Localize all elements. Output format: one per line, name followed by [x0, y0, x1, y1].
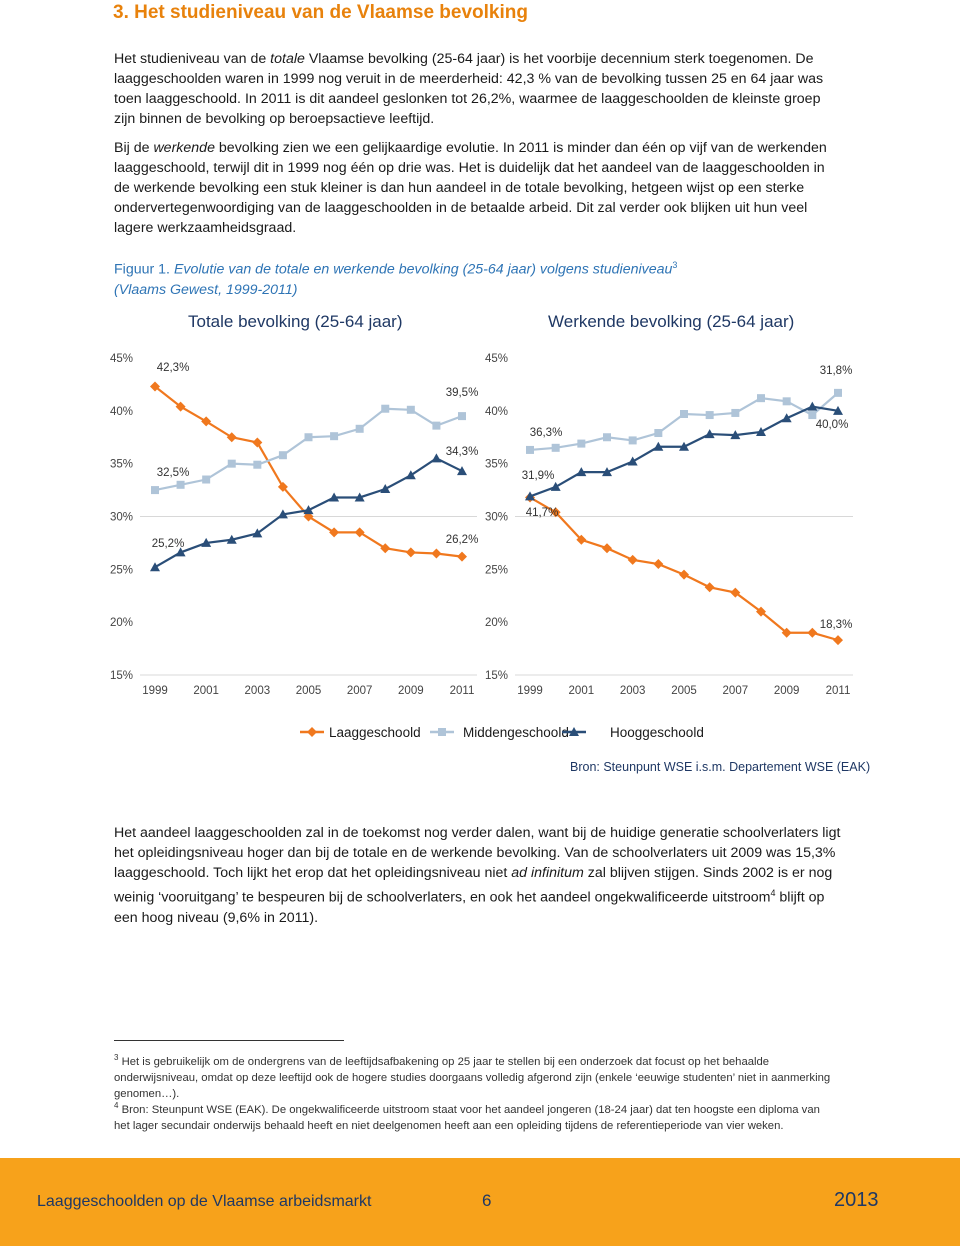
legend-label-midden: Middengeschoold: [463, 725, 569, 740]
x-tick-label: 1999: [517, 685, 543, 697]
data-point-laag: [833, 635, 843, 645]
data-point-midden: [356, 425, 364, 433]
data-label: 31,8%: [819, 365, 853, 377]
para3-emphasis: ad infinitum: [511, 865, 584, 881]
data-point-midden: [305, 433, 313, 441]
data-point-midden: [680, 410, 688, 418]
y-tick-label: 15%: [484, 670, 508, 682]
footnote-3: [114, 1050, 834, 1102]
data-point-laag: [406, 547, 416, 557]
data-point-hoog: [628, 457, 638, 466]
data-label: 41,7%: [525, 507, 559, 519]
data-point-midden: [151, 486, 159, 494]
para3-text-c: blijft op een hoog niveau (9,6% in 2011).: [114, 889, 825, 926]
data-point-midden: [279, 451, 287, 459]
series-line-midden: [155, 409, 462, 490]
x-tick-label: 2011: [825, 685, 851, 697]
data-point-midden: [228, 460, 236, 468]
x-tick-label: 2001: [568, 685, 595, 697]
data-point-laag: [201, 416, 211, 426]
data-point-midden: [731, 409, 739, 417]
y-tick-label: 25%: [109, 564, 133, 577]
data-label: 26,2%: [445, 534, 479, 546]
para3-text-a: Het aandeel laaggeschoolden zal in de toekomst nog verder dalen, want bij de huidige generatie schoolverlaters ligt het opleidingsniveau hoger dan bij de totale en de werkende bevolking. Van de schoolverlaters uit 2009 was 15,3% laaggeschoold. Toch lijkt het erop dat het opleidingsniveau niet: [114, 825, 841, 881]
data-point-hoog: [431, 453, 441, 462]
para1-emphasis: totale: [270, 51, 305, 67]
data-point-laag: [329, 527, 339, 537]
data-point-laag: [355, 527, 365, 537]
footer-year: 2013: [834, 1189, 879, 1211]
legend-label-hoog: Hooggeschoold: [610, 725, 704, 740]
para2-text-b: bevolking zien we een gelijkaardige evolutie. In 2011 is minder dan één op vijf van de werkenden laaggeschoold, terwijl dit in 1999 nog één op drie was. Het is duidelijk dat het aandeel van de laaggeschoolden in de werkende bevolking een stuk kleiner is dan hun aandeel in de totale bevolking, hetgeen wijst op een sterke ondervertegenwoordiging van de laaggeschoolden in de betaalde arbeid. Dit zal verder ook blijken uit hun veel lagere werkzaamheidsgraad.: [114, 140, 827, 236]
page-footer: [0, 1158, 960, 1246]
data-label: 32,5%: [156, 467, 190, 479]
data-point-hoog: [457, 466, 467, 475]
y-tick-label: 20%: [484, 617, 508, 630]
para2-emphasis: werkende: [153, 140, 215, 156]
x-tick-label: 2005: [295, 685, 322, 697]
legend-label-laag: Laaggeschoold: [329, 725, 421, 740]
data-point-midden: [783, 397, 791, 405]
data-point-laag: [227, 432, 237, 442]
figure-footnote-ref[interactable]: 3: [672, 260, 678, 270]
data-label: 36,3%: [529, 427, 563, 439]
x-tick-label: 2009: [398, 685, 424, 697]
data-point-midden: [757, 394, 765, 402]
data-label: 39,5%: [445, 387, 479, 399]
footnote-3-number: 3: [114, 1053, 119, 1062]
para1-text-a: Het studieniveau van de: [114, 51, 271, 67]
chart-source: Bron: Steunpunt WSE i.s.m. Departement WSE (EAK): [570, 760, 871, 774]
data-point-midden: [202, 476, 210, 484]
data-label: 42,3%: [156, 362, 190, 374]
chart-title-totale: Totale bevolking (25-64 jaar): [188, 312, 403, 331]
x-tick-label: 2005: [671, 685, 697, 697]
figure-caption-text: Evolutie van de totale en werkende bevolking (25-64 jaar) volgens studieniveau: [170, 261, 673, 278]
x-tick-label: 2001: [193, 685, 219, 697]
data-label: 34,3%: [445, 446, 479, 458]
data-point-midden: [654, 429, 662, 437]
footer-page-number: 6: [482, 1191, 492, 1210]
series-line-laag: [530, 497, 838, 640]
data-point-midden: [458, 412, 466, 420]
data-point-midden: [577, 440, 585, 448]
data-point-midden: [834, 389, 842, 397]
data-point-hoog: [551, 482, 561, 491]
x-tick-label: 1999: [142, 685, 168, 697]
footnote-4-text: Bron: Steunpunt WSE (EAK). De ongekwalificeerde uitstroom staat voor het aandeel jongeren (18-24 jaar) dat ten hoogste een diploma van het lager secundair onderwijs behaald heeft en niet deelgenomen heeft aan een opleiding tijdens de referentieperiode van vier weken.: [114, 1103, 820, 1132]
footnote-separator: [114, 1040, 344, 1041]
data-point-laag: [252, 438, 262, 448]
y-tick-label: 45%: [109, 353, 133, 365]
data-point-midden: [432, 422, 440, 430]
data-point-laag: [628, 555, 638, 565]
y-tick-label: 40%: [484, 405, 508, 418]
data-label: 25,2%: [151, 538, 185, 550]
data-point-midden: [381, 405, 389, 413]
data-point-midden: [330, 432, 338, 440]
figure-caption-subtitle: (Vlaams Gewest, 1999-2011): [114, 281, 298, 298]
data-point-laag: [457, 552, 467, 562]
y-tick-label: 30%: [109, 511, 133, 524]
data-point-laag: [380, 543, 390, 553]
data-point-midden: [603, 433, 611, 441]
data-point-hoog: [150, 562, 160, 571]
data-point-laag: [653, 559, 663, 569]
data-point-midden: [706, 411, 714, 419]
x-tick-label: 2009: [773, 685, 800, 697]
x-tick-label: 2007: [722, 685, 749, 697]
data-point-laag: [679, 570, 689, 580]
para3-text-b: zal blijven stijgen. Sinds 2002 is er nog weinig ‘vooruitgang’ te bespeuren bij de schoolverlaters, en ook het aandeel ongekwalificeerde uitstroom: [114, 865, 833, 906]
footer-title: Laaggeschoolden op de Vlaamse arbeidsmarkt: [37, 1193, 372, 1210]
y-tick-label: 20%: [109, 617, 133, 630]
footnote-ref-4[interactable]: 4: [770, 888, 776, 898]
legend-marker-midden: [438, 728, 446, 736]
y-tick-label: 45%: [484, 353, 508, 365]
series-line-hoog: [530, 407, 838, 497]
schoolleavers-paragraph: [114, 823, 844, 928]
chart-title-werkende: Werkende bevolking (25-64 jaar): [548, 312, 795, 331]
data-point-midden: [526, 446, 534, 454]
para1-text-b: Vlaamse bevolking (25-64 jaar) is het voorbije decennium sterk toegenomen. De laaggeschoolden waren in 1999 nog veruit in de meerderheid: 42,3 % van de bevolking tussen 25 en 64 jaar was toen laaggeschoold. In 2011 is dit aandeel geslonken tot 26,2%, waarmee de laaggeschoolden de kleinste groep zijn binnen de bevolking op beroepsactieve leeftijd.: [114, 51, 824, 127]
x-tick-label: 2007: [346, 685, 373, 697]
x-tick-label: 2003: [619, 685, 646, 697]
y-tick-label: 40%: [109, 405, 133, 418]
data-point-midden: [407, 406, 415, 414]
y-tick-label: 25%: [484, 564, 508, 577]
data-point-laag: [602, 543, 612, 553]
data-point-laag: [807, 628, 817, 638]
x-tick-label: 2003: [244, 685, 271, 697]
x-tick-label: 2011: [449, 685, 475, 697]
para2-text-a: Bij de: [114, 140, 154, 156]
y-tick-label: 35%: [109, 458, 133, 471]
legend-marker-laag: [307, 727, 317, 737]
data-point-hoog: [380, 484, 390, 493]
series-line-midden: [530, 393, 838, 450]
y-tick-label: 15%: [109, 670, 133, 682]
data-label: 18,3%: [819, 619, 853, 631]
data-label: 31,9%: [521, 470, 555, 482]
data-point-laag: [431, 548, 441, 558]
data-point-midden: [253, 461, 261, 469]
footnote-4: [114, 1098, 834, 1134]
data-point-laag: [705, 582, 715, 592]
y-tick-label: 35%: [484, 458, 508, 471]
footnote-4-number: 4: [114, 1101, 119, 1110]
data-label: 40,0%: [815, 419, 849, 431]
section-heading: 3. Het studieniveau van de Vlaamse bevolking: [113, 2, 528, 23]
y-tick-label: 30%: [484, 511, 508, 524]
data-point-midden: [808, 411, 816, 419]
footnote-3-text: Het is gebruikelijk om de ondergrens van de leeftijdsafbakening op 25 jaar te stellen bij een onderzoek dat focust op het behaalde onderwijsniveau, omdat op deze leeftijd ook de hogere studies doorgaans volledig afgerond zijn (enkele ‘eeuwige studenten’ niet in aanmerking genomen…).: [114, 1055, 831, 1100]
data-point-midden: [552, 444, 560, 452]
figure-label: Figuur 1.: [114, 261, 170, 278]
data-point-midden: [629, 436, 637, 444]
data-point-midden: [177, 481, 185, 489]
data-point-hoog: [406, 470, 416, 479]
